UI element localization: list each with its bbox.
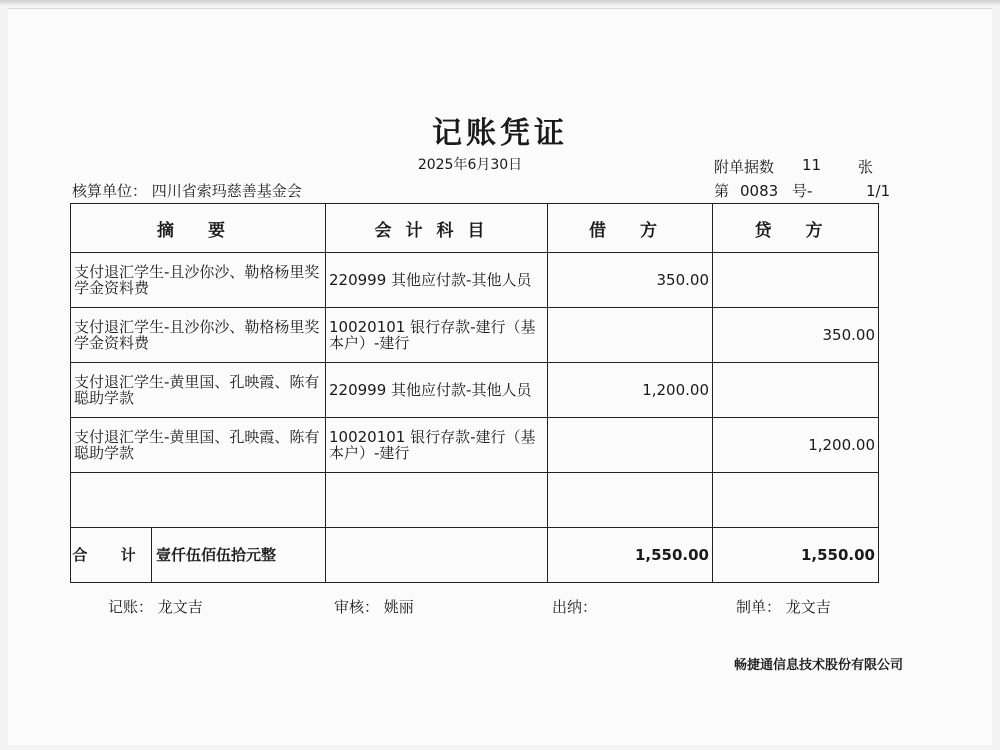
row-summary: 支付退汇学生-且沙你沙、勒格杨里奖学金资料费: [71, 308, 326, 363]
total-cell: [71, 528, 326, 583]
row-credit: 1,200.00: [713, 418, 879, 473]
row-credit: 350.00: [713, 308, 879, 363]
bookkeeper-signature: 记账： 龙文吉: [108, 598, 203, 616]
voucher-title: 记账凭证: [432, 116, 568, 151]
row-summary: [71, 473, 326, 528]
row-credit: [713, 253, 879, 308]
header-debit: 借 方: [548, 204, 713, 253]
header-credit: 贷 方: [713, 204, 879, 253]
row-account: 10020101 银行存款-建行（基本户）-建行: [326, 308, 548, 363]
voucher-number-prefix: 第: [714, 182, 730, 200]
row-summary: 支付退汇学生-且沙你沙、勒格杨里奖学金资料费: [71, 253, 326, 308]
table-row: [71, 308, 879, 363]
total-row: [71, 528, 879, 583]
row-debit: [548, 418, 713, 473]
header-summary: 摘 要: [71, 204, 326, 253]
voucher-page: 1/1: [866, 182, 891, 200]
row-debit: 1,200.00: [548, 363, 713, 418]
voucher-number-suffix: 号-: [792, 182, 813, 200]
row-credit: [713, 363, 879, 418]
attachments-unit: 张: [858, 158, 874, 176]
row-account: 220999 其他应付款-其他人员: [326, 253, 548, 308]
preparer-signature: 制单： 龙文吉: [736, 598, 831, 616]
table-row: [71, 418, 879, 473]
table-row: [71, 253, 879, 308]
total-credit: 1,550.00: [713, 528, 879, 583]
row-summary: 支付退汇学生-黄里国、孔映霞、陈有聪助学款: [71, 418, 326, 473]
reviewer-signature: 审核： 姚丽: [334, 598, 414, 616]
total-label: 合 计: [71, 528, 152, 582]
voucher-table: [70, 203, 879, 583]
voucher-number: [714, 180, 890, 201]
row-debit: [548, 473, 713, 528]
table-row: [71, 473, 879, 528]
row-account: [326, 473, 548, 528]
row-debit: [548, 308, 713, 363]
accounting-unit: 核算单位： 四川省索玛慈善基金会: [72, 182, 302, 200]
header-account: 会计科目: [326, 204, 548, 253]
voucher-number-value: 0083: [740, 182, 779, 200]
row-summary: 支付退汇学生-黄里国、孔映霞、陈有聪助学款: [71, 363, 326, 418]
attachments-count: 11: [802, 156, 822, 174]
row-credit: [713, 473, 879, 528]
table-row: [71, 363, 879, 418]
row-account: 220999 其他应付款-其他人员: [326, 363, 548, 418]
attachments-label: 附单据数: [714, 158, 775, 176]
total-debit: 1,550.00: [548, 528, 713, 583]
cashier-signature: 出纳：: [552, 598, 598, 616]
total-amount-in-words: 壹仟伍佰伍拾元整: [156, 546, 277, 564]
software-company: 畅捷通信息技术股份有限公司: [734, 658, 904, 673]
voucher-date: 2025年6月30日: [417, 157, 523, 173]
total-account-cell: [326, 528, 548, 583]
row-debit: 350.00: [548, 253, 713, 308]
scan-edge: [0, 0, 1000, 6]
row-account: 10020101 银行存款-建行（基本户）-建行: [326, 418, 548, 473]
table-header-row: [71, 204, 879, 253]
